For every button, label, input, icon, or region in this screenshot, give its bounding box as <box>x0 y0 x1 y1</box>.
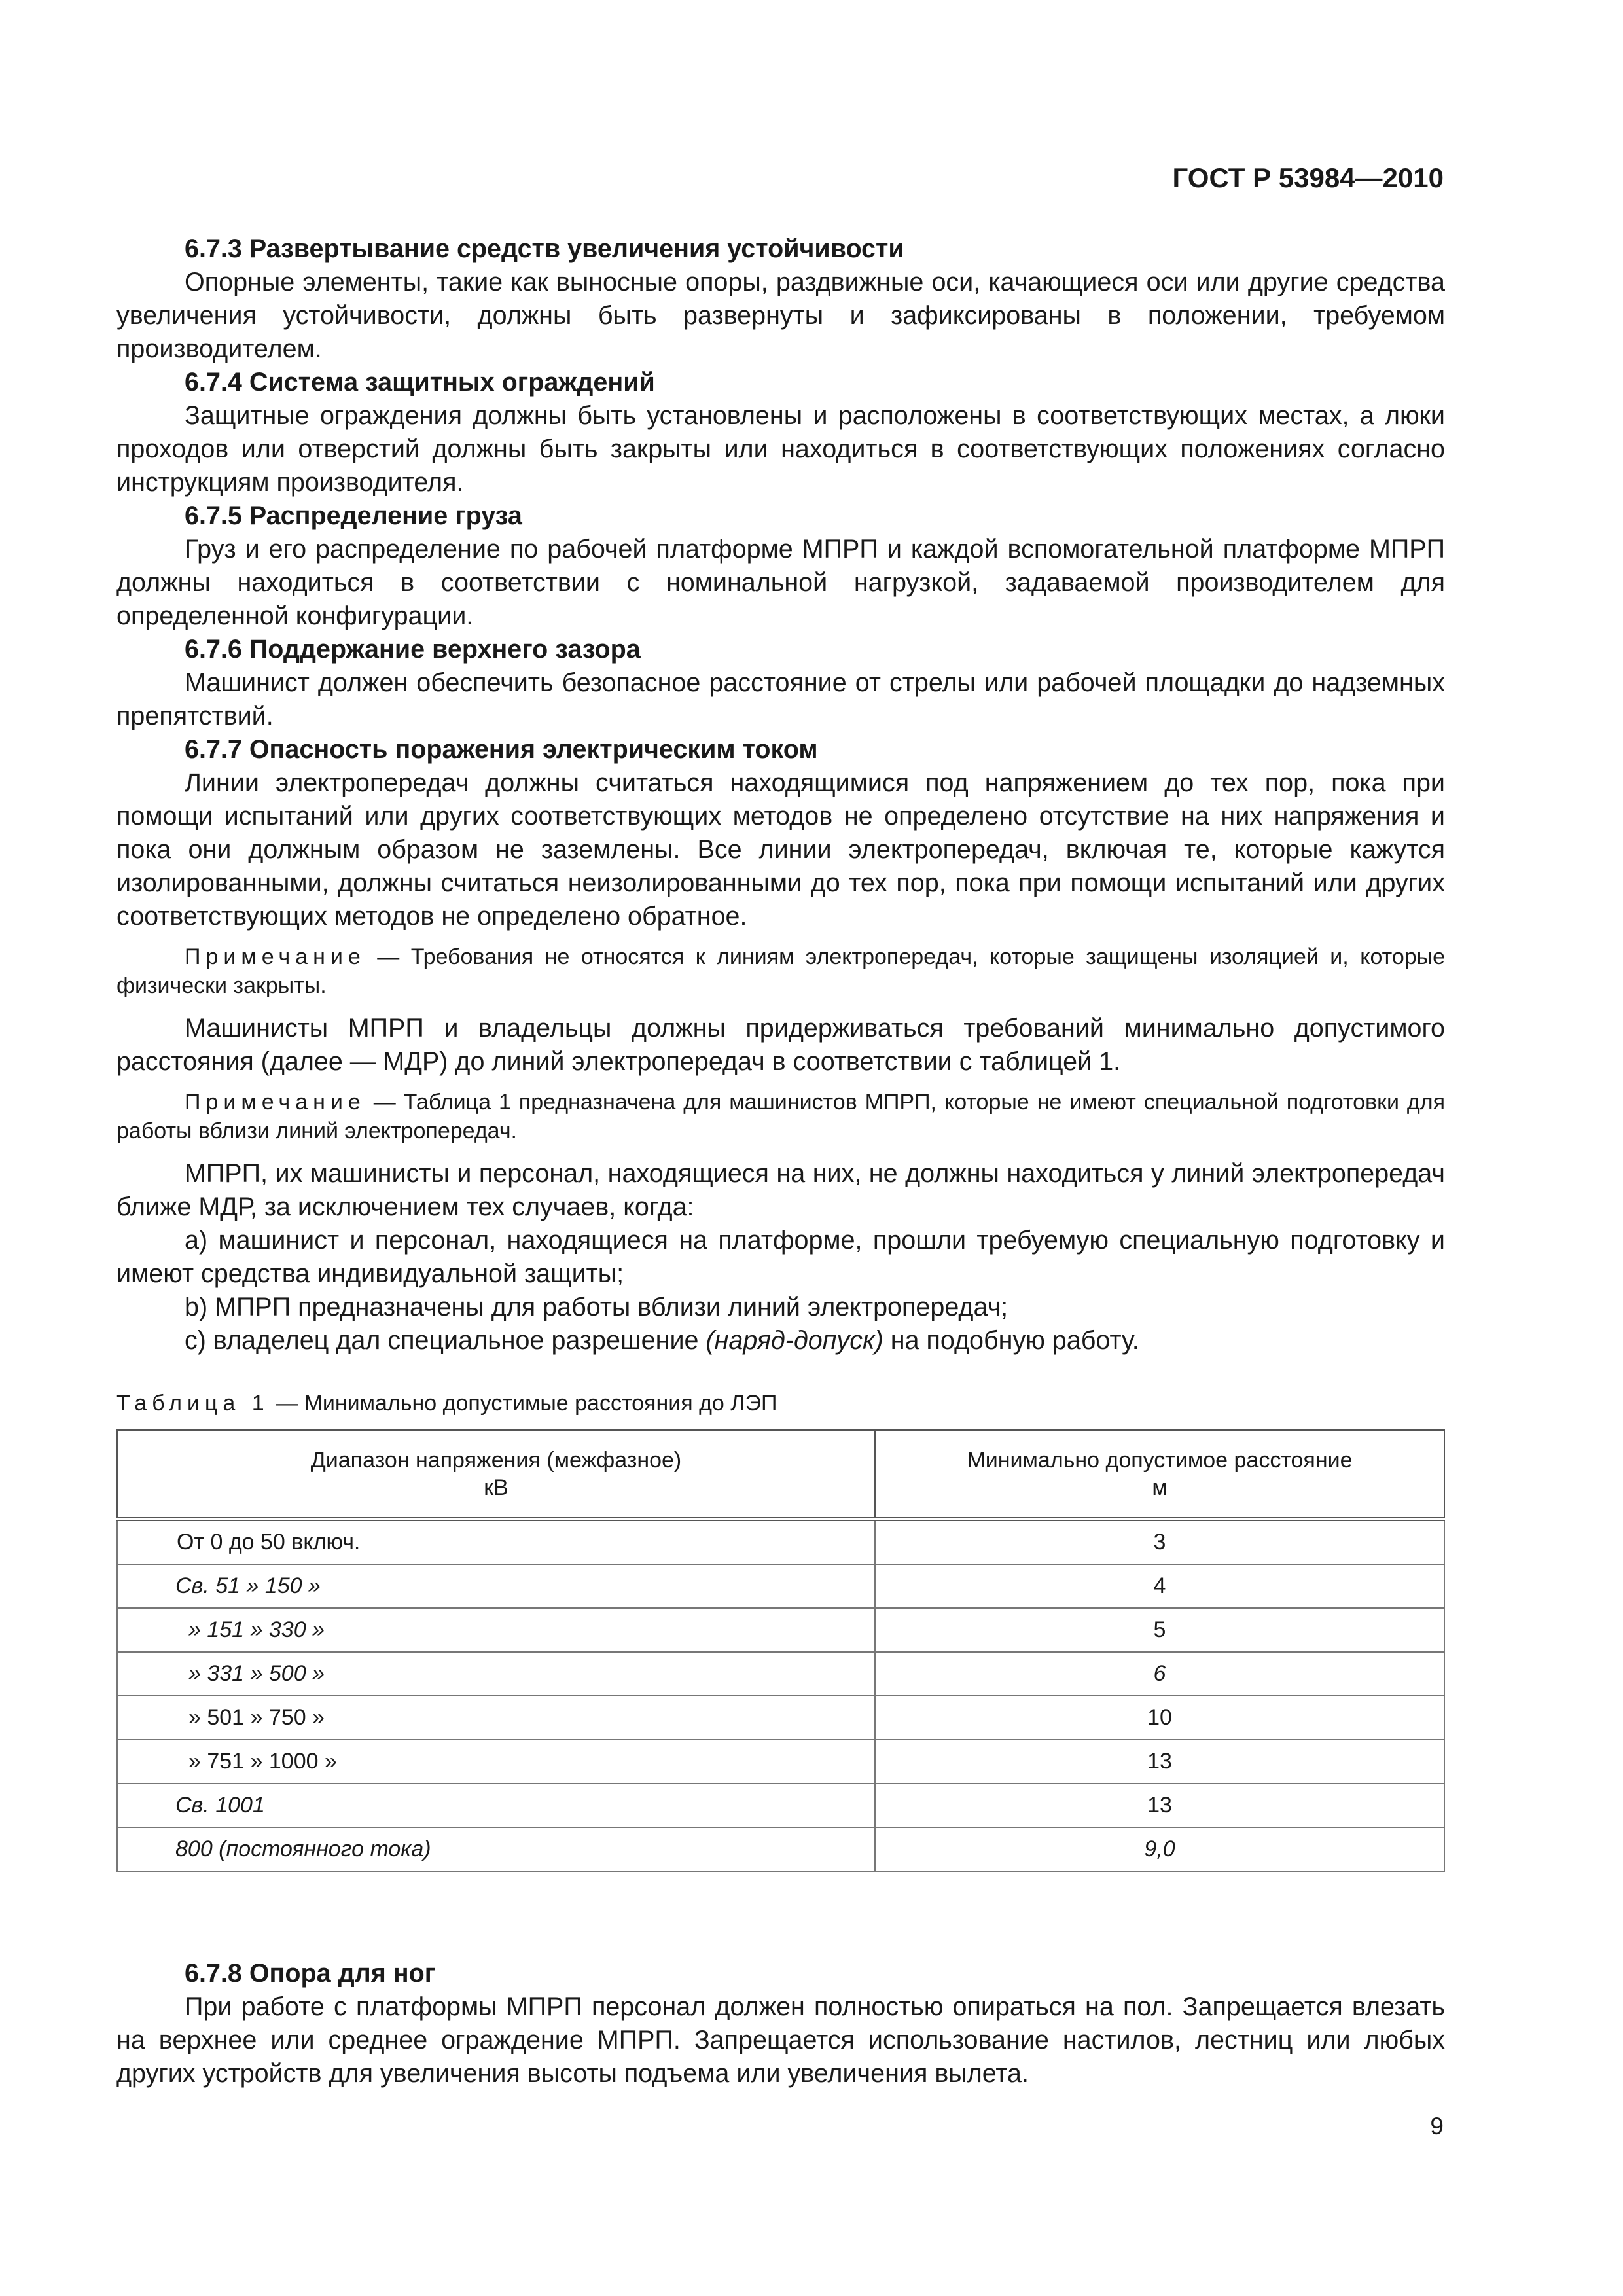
distance-cell: 6 <box>875 1652 1444 1696</box>
note-2-label: Примечание <box>185 1090 366 1115</box>
section-6-7-7-para-3: МПРП, их машинисты и персонал, находящиеся на них, не должны находиться у линий электропередач ближе МДР, за исключением тех случаев, когда: <box>116 1159 1445 1221</box>
section-6-7-5-text: Груз и его распределение по рабочей платформе МПРП и каждой вспомогательной платформе МПРП должны находиться в соответствии с номинальной нагрузкой, задаваемой производителем для определенной конфигурации. <box>116 535 1445 630</box>
list-item-c <box>116 1324 1445 1357</box>
section-6-7-7-text: Линии электропередач должны считаться находящимися под напряжением до тех пор, пока при помощи испытаний или других соответствующих методов не определено отсутствие на них напряжения и пока они должным образом не заземлены. Все линии электропередач, включая те, которые кажутся изолированными, должны считаться неизолированными до тех пор, пока при помощи испытаний или других соответствующих методов не определено обратное. <box>116 768 1445 931</box>
table-caption-text: — Минимально допустимые расстояния до ЛЭП <box>269 1391 777 1416</box>
section-6-7-8 <box>116 1957 1445 2090</box>
section-6-7-7-para-2: Машинисты МПРП и владельцы должны придерживаться требований минимально допустимого расстояния (далее — МДР) до линий электропередач в соответствии с таблицей 1. <box>116 1014 1445 1076</box>
distance-cell: 4 <box>875 1564 1444 1608</box>
list-item-b: b) МПРП предназначены для работы вблизи линий электропередач; <box>185 1293 1008 1321</box>
list-item-c-pre: c) владелец дал специальное разрешение <box>185 1326 706 1355</box>
section-6-7-3-title: 6.7.3 Развертывание средств увеличения устойчивости <box>185 234 904 263</box>
range-cell: Св. 51 » 150 » <box>117 1564 875 1608</box>
distance-cell: 5 <box>875 1608 1444 1652</box>
distance-cell: 10 <box>875 1696 1444 1740</box>
section-6-7-4-text: Защитные ограждения должны быть установлены и расположены в соответствующих местах, а люки проходов или отверстий должны быть закрыты или находиться в соответствующих положениях согласно инструкциям производителя. <box>116 401 1445 497</box>
section-6-7-8-title: 6.7.8 Опора для ног <box>185 1959 436 1988</box>
page-number: 9 <box>1430 2113 1444 2140</box>
section-6-7-8-text: При работе с платформы МПРП персонал должен полностью опираться на пол. Запрещается влезать на верхнее или среднее ограждение МПРП. Запрещается использование настилов, лестниц или любых других устройств для увеличения высоты подъема или увеличения вылета. <box>116 1992 1445 2088</box>
note-1-text: — Требования не относятся к линиям электропередач, которые защищены изоляцией и, которые физически закрыты. <box>116 944 1445 998</box>
range-cell: От 0 до 50 включ. <box>117 1519 875 1564</box>
note-1-label: Примечание <box>185 944 366 969</box>
main-content <box>116 232 1445 1872</box>
table-row <box>117 1519 1444 1564</box>
note-1 <box>116 942 1445 1000</box>
section-6-7-7-title: 6.7.7 Опасность поражения электрическим током <box>185 735 818 764</box>
section-6-7-6-title: 6.7.6 Поддержание верхнего зазора <box>185 635 641 664</box>
section-6-7-6-text: Машинист должен обеспечить безопасное расстояние от стрелы или рабочей площадки до надземных препятствий. <box>116 668 1445 730</box>
note-2 <box>116 1088 1445 1145</box>
list-item-a: а) машинист и персонал, находящиеся на платформе, прошли требуемую специальную подготовку и имеют средства индивидуальной защиты; <box>116 1226 1445 1288</box>
header-distance-unit: м <box>1152 1475 1168 1500</box>
range-cell: » 501 » 750 » <box>117 1696 875 1740</box>
table-row <box>117 1784 1444 1827</box>
table-row <box>117 1827 1444 1871</box>
table-row <box>117 1608 1444 1652</box>
range-cell: » 331 » 500 » <box>117 1652 875 1696</box>
table-caption-label: Таблица 1 <box>116 1391 270 1416</box>
document-code: ГОСТ Р 53984—2010 <box>1172 162 1444 193</box>
distance-cell: 3 <box>875 1519 1444 1564</box>
distance-table <box>116 1429 1445 1872</box>
section-6-7-3-text: Опорные элементы, такие как выносные опоры, раздвижные оси, качающиеся оси или другие средства увеличения устойчивости, должны быть развернуты и зафиксированы в положении, требуемом производителем. <box>116 268 1445 363</box>
section-6-7-4-title: 6.7.4 Система защитных ограждений <box>185 368 655 397</box>
table-row <box>117 1740 1444 1784</box>
table-header-row <box>117 1430 1444 1519</box>
header-voltage-range <box>117 1430 875 1519</box>
table-row <box>117 1696 1444 1740</box>
header-min-distance-label: Минимально допустимое расстояние <box>967 1448 1353 1473</box>
table-row <box>117 1652 1444 1696</box>
range-cell: Св. 1001 <box>117 1784 875 1827</box>
note-2-text: — Таблица 1 предназначена для машинистов МПРП, которые не имеют специальной подготовки для работы вблизи линий электропередач. <box>116 1090 1445 1143</box>
range-cell: » 751 » 1000 » <box>117 1740 875 1784</box>
range-cell: » 151 » 330 » <box>117 1608 875 1652</box>
header-voltage-range-label: Диапазон напряжения (межфазное) <box>310 1448 682 1473</box>
table-caption <box>116 1389 1445 1418</box>
distance-cell: 13 <box>875 1740 1444 1784</box>
distance-cell: 13 <box>875 1784 1444 1827</box>
distance-cell: 9,0 <box>875 1827 1444 1871</box>
list-item-c-emphasis: (наряд-допуск) <box>705 1326 883 1355</box>
table-row <box>117 1564 1444 1608</box>
range-cell: 800 (постоянного тока) <box>117 1827 875 1871</box>
section-6-7-5-title: 6.7.5 Распределение груза <box>185 501 522 530</box>
list-item-c-post: на подобную работу. <box>883 1326 1139 1355</box>
header-voltage-unit: кВ <box>484 1475 508 1500</box>
header-min-distance <box>875 1430 1444 1519</box>
